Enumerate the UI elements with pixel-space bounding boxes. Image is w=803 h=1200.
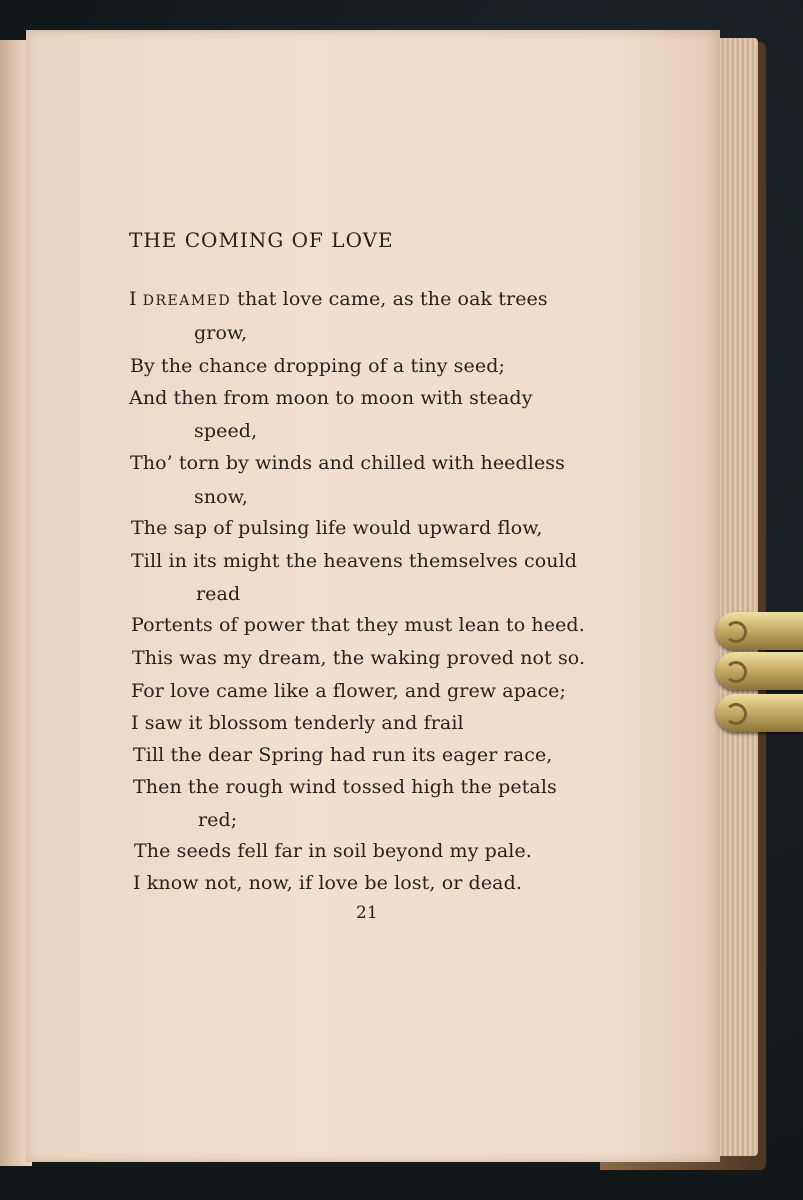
- poem-line: This was my dream, the waking proved not so.: [132, 647, 586, 669]
- poem-line: And then from moon to moon with steady: [129, 387, 533, 409]
- poem-line: Till the dear Spring had run its eager race,: [133, 744, 553, 766]
- poem-line-rest: that love came, as the oak trees: [231, 288, 548, 310]
- poem-line: The sap of pulsing life would upward flow,: [131, 517, 543, 539]
- poem-line-text: I: [129, 288, 143, 310]
- poem-line: read: [196, 583, 241, 605]
- page-number: 21: [356, 903, 378, 923]
- book-page: [26, 30, 720, 1162]
- poem-title: THE COMING OF LOVE: [129, 228, 394, 252]
- poem-line: speed,: [194, 420, 258, 442]
- poem-line: I know not, now, if love be lost, or dead.: [133, 872, 522, 894]
- smallcaps-word: DREAMED: [142, 293, 232, 309]
- poem-line: The seeds fell far in soil beyond my pale.: [134, 840, 532, 862]
- poem-line: Portents of power that they must lean to heed.: [131, 614, 585, 636]
- poem-line: red;: [198, 809, 238, 831]
- poem-line: By the chance dropping of a tiny seed;: [130, 355, 505, 377]
- poem-line: [129, 288, 548, 310]
- poem-line: grow,: [194, 322, 248, 344]
- poem-line: snow,: [194, 486, 248, 508]
- brass-clasp-middle: [716, 652, 803, 690]
- poem-line: Till in its might the heavens themselves could: [131, 550, 578, 572]
- brass-clasp-top: [716, 612, 803, 650]
- poem-line: For love came like a flower, and grew apace;: [131, 680, 567, 702]
- brass-clasp-bottom: [716, 694, 803, 732]
- poem-line: Then the rough wind tossed high the petals: [133, 776, 557, 798]
- poem-line: I saw it blossom tenderly and frail: [131, 712, 464, 734]
- poem-line: Tho’ torn by winds and chilled with heedless: [130, 452, 566, 474]
